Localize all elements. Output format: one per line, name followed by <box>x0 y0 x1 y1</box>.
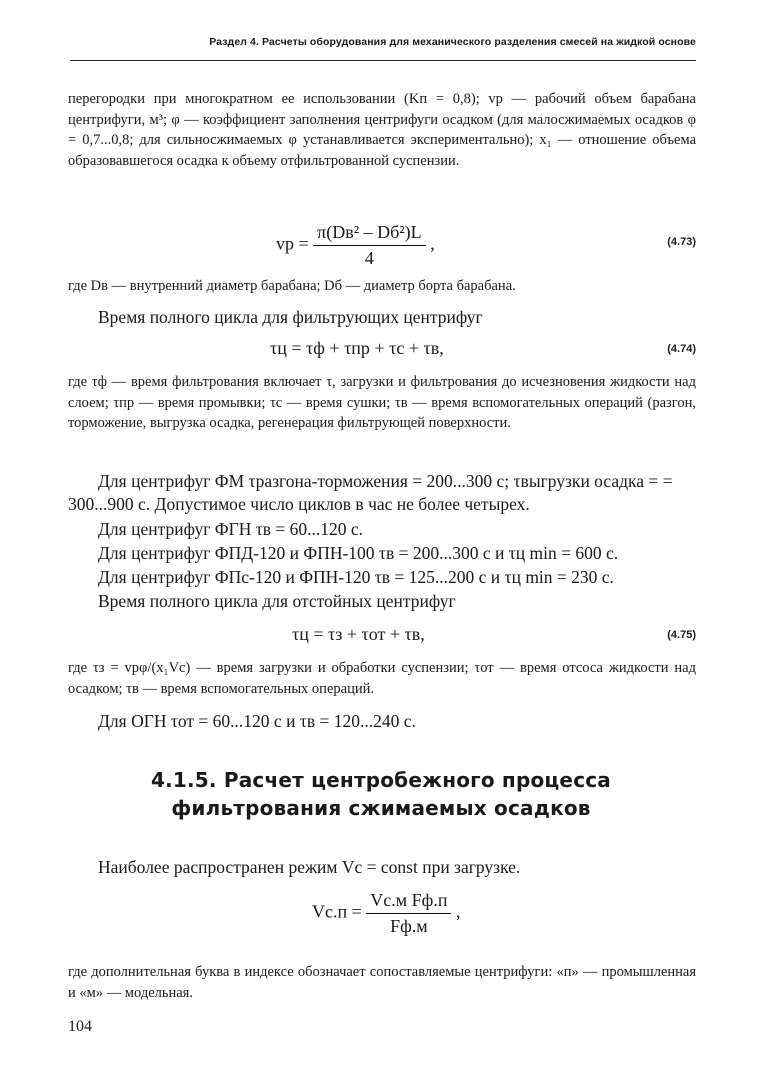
line-fgn: Для центрифуг ФГН τв = 60...120 с. <box>98 519 364 539</box>
equation-number: (4.75) <box>667 629 696 641</box>
equation-scale-up <box>312 890 460 937</box>
section-heading <box>70 766 692 822</box>
paragraph-cycle-filter: Время полного цикла для фильтрующих центрифуг <box>98 307 483 327</box>
equation-number: (4.73) <box>667 236 696 248</box>
paragraph-settling-times: где τз = vрφ/(x₁Vс) — время загрузки и обработки суспензии; τот — время отсоса жидкости над осадком; τв — время вспомогательных операций. <box>68 660 696 697</box>
running-header: Раздел 4. Расчеты оборудования для механического разделения смесей на жидкой основе <box>209 36 696 48</box>
paragraph-definitions: перегородки при многократном ее использовании (Kп = 0,8); vр — рабочий объем барабана центрифуги, м³; φ — коэффициент заполнения центрифуги осадком (для малосжимаемых осадков φ = 0,7...0,8; для сильносжимаемых φ устанавливается экспериментально); x₁ — отношение объема образовавшегося осадка к объему отфильтрованной суспензии. <box>68 91 696 169</box>
paragraph-index-note: где дополнительная буква в индексе обозначает сопоставляемые центрифуги: «п» — промышленная и «м» — модельная. <box>68 964 696 1001</box>
line-fpd: Для центрифуг ФПД-120 и ФПН-100 τв = 200...300 с и τц min = 600 с. <box>98 543 619 563</box>
fraction-denominator: 4 <box>364 248 374 268</box>
line-ogn: Для ОГН τот = 60...120 с и τв = 120...240 с. <box>98 711 416 731</box>
fraction-numerator: π(Dв² – Dб²)L <box>313 222 426 246</box>
equation-4-74: τц = τф + τпр + τс + τв, <box>270 338 444 358</box>
section-heading-line: 4.1.5. Расчет центробежного процесса <box>150 768 612 792</box>
equation-tail: , <box>430 233 435 254</box>
equation-fraction <box>366 890 451 937</box>
equation-fraction <box>313 222 426 269</box>
equation-4-73 <box>276 222 435 269</box>
paragraph-fm: Для центрифуг ФМ τразгона-торможения = 200...300 с; τвыгрузки осадка = = 300...900 с. Допустимое число циклов в час не более четырех. <box>68 471 673 514</box>
header-rule <box>70 60 696 61</box>
line-settling-cycle: Время полного цикла для отстойных центрифуг <box>98 591 456 611</box>
paragraph-diameters: где Dв — внутренний диаметр барабана; Dб — диаметр борта барабана. <box>68 278 516 294</box>
paragraph-times: где τф — время фильтрования включает τ, загрузки и фильтрования до исчезновения жидкости над слоем; τпр — время промывки; τс — время сушки; τв — время вспомогательных операций (разгон, торможение, выгрузка осадка, регенерация фильтрующей поверхности. <box>68 374 696 431</box>
fraction-numerator: Vс.м Fф.п <box>366 890 451 914</box>
equation-4-75: τц = τз + τот + τв, <box>292 624 425 644</box>
fraction-denominator: Fф.м <box>390 916 428 936</box>
page-number: 104 <box>68 1018 92 1035</box>
equation-lhs: Vс.п = <box>312 901 362 922</box>
section-heading-line: фильтрования сжимаемых осадков <box>171 796 591 820</box>
equation-lhs: vр = <box>276 233 309 254</box>
equation-tail: , <box>455 901 461 922</box>
line-fps: Для центрифуг ФПс-120 и ФПН-120 τв = 125...200 с и τц min = 230 с. <box>98 567 614 587</box>
equation-number: (4.74) <box>667 343 696 355</box>
paragraph-regime: Наиболее распространен режим Vс = const при загрузке. <box>98 857 521 877</box>
